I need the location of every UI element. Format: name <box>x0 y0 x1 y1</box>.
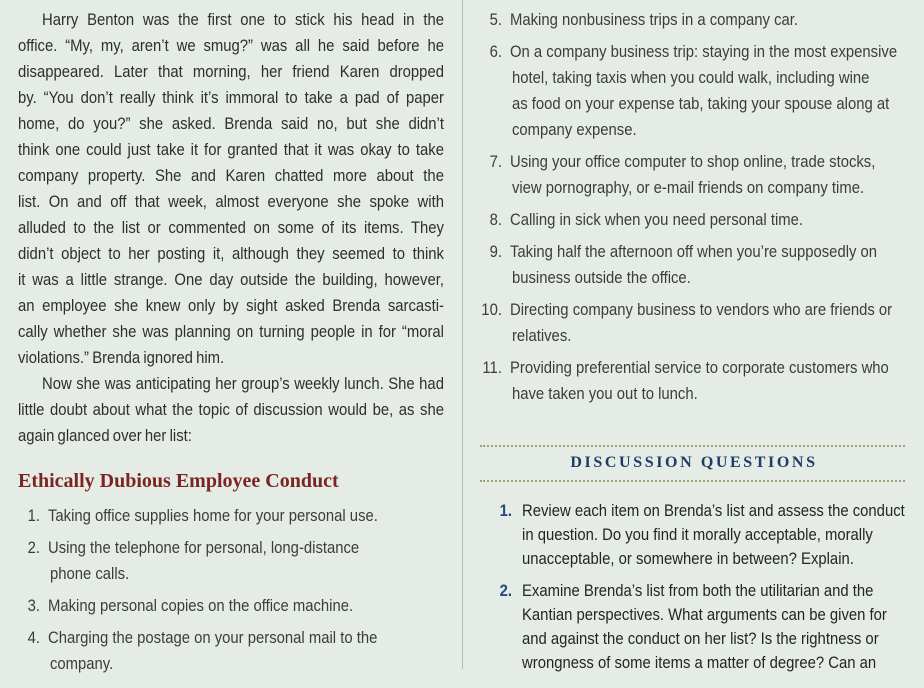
list-item-text: Taking office supplies home for your personal use. <box>47 507 378 525</box>
list-item-number: 10. <box>481 301 502 319</box>
question-text: wrongness of some items a matter of degree? Can an <box>522 654 877 672</box>
paragraph-1 <box>18 7 444 371</box>
question-text: in question. Do you find it morally acceptable, morally <box>522 526 873 544</box>
paragraph-line: cally whether she was planning on turning people in for “moral <box>18 323 444 341</box>
list-item-text: On a company business trip: staying in the most expensive <box>509 43 898 61</box>
conduct-item-5 <box>480 7 906 33</box>
question-text: Examine Brenda’s list from both the utilitarian and the <box>522 582 874 600</box>
list-item-number: 9. <box>489 243 502 261</box>
paragraph-line: list. On and off that week, almost everyone she spoke with <box>18 193 444 211</box>
list-item-text: Directing company business to vendors who are friends or <box>509 301 893 319</box>
paragraph-line: Now she was anticipating her group’s weekly lunch. She had <box>42 375 444 393</box>
conduct-list-part-1 <box>18 503 444 683</box>
list-item-number: 11. <box>482 359 502 377</box>
list-item-text: as food on your expense tab, taking your spouse along at <box>511 95 890 113</box>
conduct-item-4 <box>18 625 444 677</box>
list-item-number: 1. <box>27 507 40 525</box>
paragraph-line: it was a little strange. One day outside the building, however, <box>18 271 444 289</box>
question-number: 2. <box>499 582 513 600</box>
narrative-text <box>18 7 444 449</box>
conduct-item-9 <box>480 239 906 291</box>
paragraph-2 <box>18 371 444 449</box>
list-item-number: 3. <box>27 597 40 615</box>
discussion-questions <box>480 499 906 683</box>
list-item-text: Charging the postage on your personal mail to the <box>47 629 378 647</box>
question-text: Kantian perspectives. What arguments can be given for <box>522 606 887 624</box>
paragraph-line: alluded to the list or commented on some of its items. They <box>18 219 444 237</box>
list-item-number: 6. <box>489 43 502 61</box>
list-item-text: phone calls. <box>49 565 130 583</box>
list-item-number: 2. <box>27 539 40 557</box>
list-item-text: relatives. <box>511 327 572 345</box>
question-text: Review each item on Brenda’s list and assess the conduct <box>522 502 905 520</box>
list-item-text: Using the telephone for personal, long-distance <box>47 539 360 557</box>
list-heading: Ethically Dubious Employee Conduct <box>18 470 339 492</box>
question-text: unacceptable, or somewhere in between? Explain. <box>522 550 854 568</box>
list-item-text: Providing preferential service to corporate customers who <box>509 359 889 377</box>
conduct-item-8 <box>480 207 906 233</box>
list-item-text: Using your office computer to shop online, trade stocks, <box>509 153 876 171</box>
list-item-text: hotel, taking taxis when you could walk, including wine <box>511 69 870 87</box>
list-item-number: 5. <box>489 11 502 29</box>
list-item-text: Taking half the afternoon off when you’re supposedly on <box>509 243 878 261</box>
paragraph-line: by. “You don’t really think it’s immoral to take a pad of paper <box>18 89 444 107</box>
paragraph-line: violations.” Brenda ignored him. <box>18 349 225 367</box>
conduct-list-part-2 <box>480 7 906 413</box>
conduct-item-11 <box>480 355 906 407</box>
paragraph-line: disappeared. Later that morning, her friend Karen dropped <box>18 63 444 81</box>
dotted-rule-bottom <box>480 480 905 482</box>
paragraph-line: think one could just take it for granted that it was okay to take <box>18 141 444 159</box>
list-item-text: Making personal copies on the office machine. <box>47 597 354 615</box>
paragraph-line: Harry Benton was the first one to stick his head in the <box>42 11 444 29</box>
paragraph-line: office. “My, my, aren’t we smug?” was all he said before he <box>18 37 444 55</box>
list-item-text: business outside the office. <box>511 269 691 287</box>
question-number: 1. <box>499 502 513 520</box>
question-text: and against the conduct on her list? Is the rightness or <box>522 630 879 648</box>
list-item-text: have taken you out to lunch. <box>511 385 698 403</box>
list-item-number: 8. <box>489 211 502 229</box>
list-item-number: 7. <box>489 153 502 171</box>
paragraph-line: an employee she knew only by sight asked Brenda sarcasti- <box>18 297 444 315</box>
paragraph-line: didn’t object to her posting it, although they seemed to think <box>18 245 444 263</box>
discussion-question-1 <box>480 499 906 571</box>
paragraph-line: little doubt about what the topic of discussion would be, as she <box>18 401 444 419</box>
column-divider <box>462 0 463 669</box>
conduct-item-3 <box>18 593 444 619</box>
list-item-text: company. <box>49 655 114 673</box>
list-item-text: view pornography, or e-mail friends on company time. <box>511 179 865 197</box>
list-item-text: Making nonbusiness trips in a company car. <box>509 11 799 29</box>
conduct-item-2 <box>18 535 444 587</box>
discussion-heading: DISCUSSION QUESTIONS <box>570 454 818 471</box>
discussion-question-2 <box>480 579 906 675</box>
dotted-rule-top <box>480 445 905 447</box>
paragraph-line: company property. She and Karen chatted more about the <box>18 167 444 185</box>
conduct-item-1 <box>18 503 444 529</box>
list-item-number: 4. <box>27 629 40 647</box>
paragraph-line: again glanced over her list: <box>18 427 192 445</box>
paragraph-line: home, do you?” she asked. Brenda said no, but she didn’t <box>18 115 444 133</box>
conduct-item-7 <box>480 149 906 201</box>
conduct-item-10 <box>480 297 906 349</box>
list-item-text: Calling in sick when you need personal time. <box>509 211 804 229</box>
list-item-text: company expense. <box>511 121 637 139</box>
conduct-item-6 <box>480 39 906 143</box>
